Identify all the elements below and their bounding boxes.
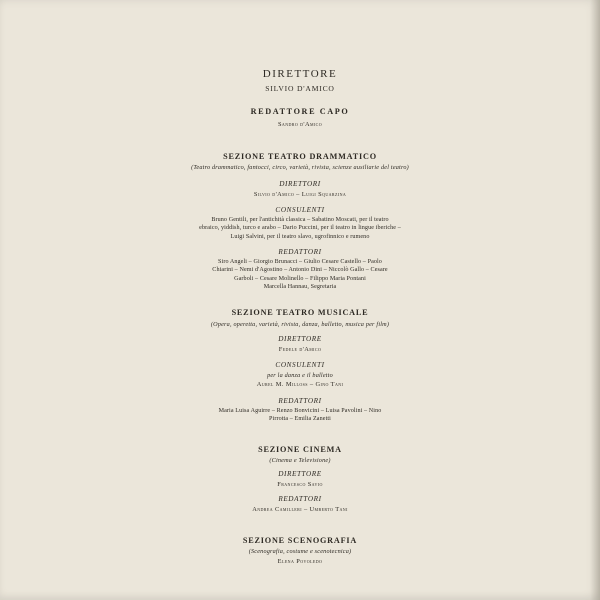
directors-label: DIRETTORI [279, 180, 321, 188]
director-heading: DIRETTORE [262, 68, 338, 80]
editors-block [150, 258, 450, 292]
editor-in-chief-heading: REDATTORE CAPO [250, 107, 350, 116]
director-label-cinema: DIRETTORE [278, 470, 322, 478]
editor-in-chief-name: Sandro d'Amico [277, 121, 323, 128]
consultants-block [150, 216, 450, 241]
editors-label-cinema: REDATTORI [278, 495, 322, 503]
editors-names-cinema: Andrea Camilleri – Umberto Tani [252, 506, 348, 513]
page-edge-shadow [590, 0, 600, 600]
editors-line: Maria Luisa Aguirre – Renzo Bonvicini – Luisa Pavolini – Nino [218, 408, 382, 414]
scenografia-person: Elena Povoledo [277, 558, 323, 565]
director-name-musicale: Fedele d'Amico [278, 346, 322, 353]
directors-names: Silvio d'Amico – Luigi Squarzina [253, 191, 347, 198]
consultants-line: Bruno Gentili, per l'antichità classica – Sabatino Moscati, per il teatro [211, 217, 389, 223]
consultants-note: per la danza e il balletto [267, 372, 333, 379]
section-title-teatro-musicale: SEZIONE TEATRO MUSICALE [231, 308, 369, 317]
editors-label-musicale: REDATTORI [278, 397, 322, 405]
consultants-line: Luigi Salvini, per il teatro slavo, ugrofinnico e rumeno [230, 233, 370, 240]
section-subtitle-scenografia: (Scenografia, costume e scenotecnica) [248, 548, 352, 555]
section-title-cinema: SEZIONE CINEMA [258, 445, 342, 454]
section-title-teatro-drammatico: SEZIONE TEATRO DRAMMATICO [223, 152, 377, 161]
section-subtitle-teatro-musicale: (Opera, operetta, varietà, rivista, danza, balletto, musica per film) [210, 321, 390, 328]
consultants-line: ebraico, yiddish, turco e arabo – Dario Puccini, per il teatro in lingue iberiche – [199, 225, 401, 232]
consultants-names-musicale: Aurel M. Milloss – Gino Tani [256, 381, 344, 388]
editors-line: Pirrotta – Emilia Zanetti [269, 416, 331, 423]
consultants-label-musicale: CONSULENTI [275, 361, 325, 369]
editors-block-musicale [150, 407, 450, 424]
section-title-scenografia: SEZIONE SCENOGRAFIA [242, 536, 358, 545]
editors-line: Siro Angeli – Giorgio Brunacci – Giulio Cesare Castello – Paolo [218, 259, 382, 265]
director-name-cinema: Francesco Savio [277, 481, 323, 488]
director-label: DIRETTORE [278, 335, 322, 343]
section-subtitle-teatro-drammatico: (Teatro drammatico, fantocci, circo, varietà, rivista, scienze ausiliarie del teatro) [191, 164, 409, 171]
editors-line: Garboli – Cesare Molinello – Filippo Maria Pontani [234, 275, 366, 282]
editors-label: REDATTORI [278, 248, 322, 256]
director-name: SILVIO D'AMICO [265, 84, 335, 93]
editors-line: Marcella Hannau, Segretaria [263, 284, 337, 291]
editors-line: Chiarini – Nemi d'Agostino – Antonio Dini – Niccolò Gallo – Cesare [212, 267, 388, 274]
section-subtitle-cinema: (Cinema e Televisione) [269, 457, 331, 464]
consultants-label: CONSULENTI [275, 206, 325, 214]
